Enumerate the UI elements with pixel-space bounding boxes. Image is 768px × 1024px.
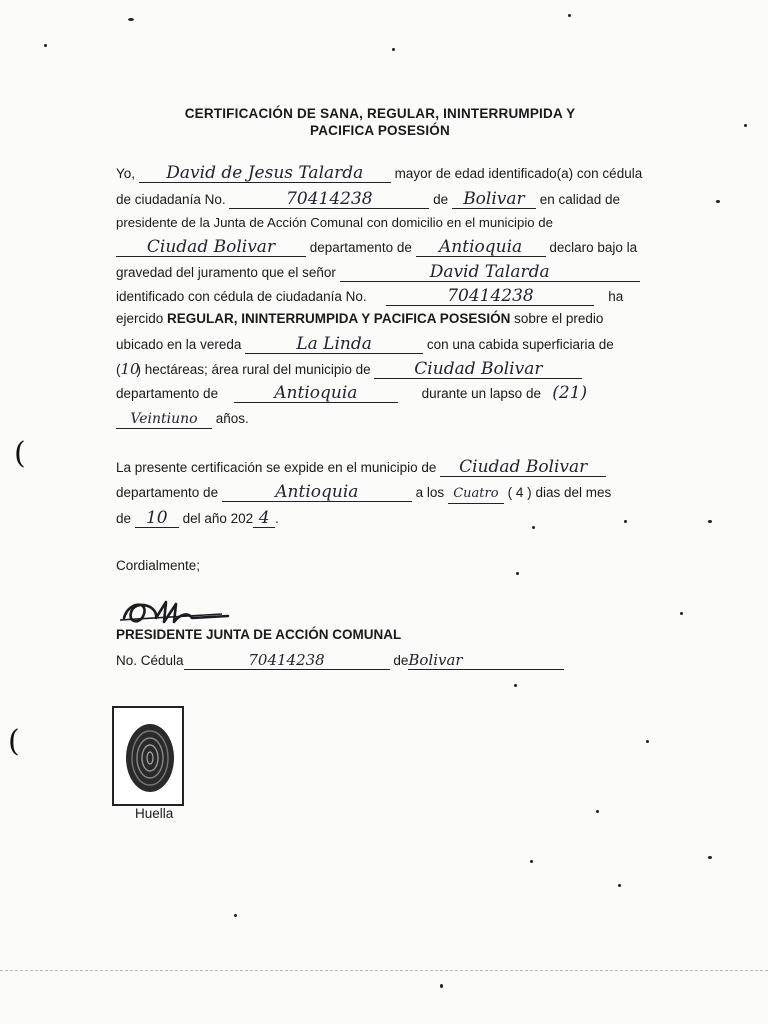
signer-title: PRESIDENTE JUNTA DE ACCIÓN COMUNAL — [116, 627, 402, 642]
body-line-6: identificado con cédula de ciudadanía No. 70414238 ha — [116, 286, 624, 306]
predio-municipio-field: Ciudad Bolivar — [374, 360, 582, 379]
body-line-4: Ciudad Bolivar departamento de Antioquia declaro bajo la — [116, 238, 666, 257]
predio-departamento-field: Antioquia — [234, 384, 398, 403]
scan-edge-line — [0, 970, 768, 971]
issued-municipio-field: Ciudad Bolivar — [440, 458, 606, 477]
scan-speck — [744, 124, 747, 127]
issued-day-words-field: Cuatro — [448, 485, 504, 504]
scan-speck — [646, 740, 649, 743]
scan-speck — [514, 684, 517, 687]
body-line-7: ejercido REGULAR, ININTERRUMPIDA Y PACIFICA POSESIÓN sobre el predio — [116, 311, 604, 326]
fingerprint-image — [114, 708, 182, 804]
fingerprint-box — [112, 706, 184, 806]
scan-speck — [708, 520, 712, 523]
signature-graphic — [118, 596, 238, 630]
issued-line-2: departamento de Antioquia a los Cuatro ( 4 ) dias del mes — [116, 482, 612, 502]
hectares-field: 10 — [120, 360, 140, 378]
issued-departamento-field: Antioquia — [222, 483, 412, 502]
body-line-8: ubicado en la vereda La Linda con una cabida superficiaria de — [116, 334, 614, 354]
scan-speck — [440, 984, 443, 988]
fingerprint-label: Huella — [135, 806, 174, 821]
cordialmente-text: Cordialmente; — [116, 558, 201, 573]
declarant-id-city-field: Bolivar — [452, 190, 536, 209]
scan-speck — [128, 18, 134, 21]
signer-city-field: Bolivar — [408, 651, 564, 670]
signer-id-line: No. Cédula 70414238 deBolivar — [116, 651, 666, 670]
document-title-line-2: PACIFICA POSESIÓN — [310, 123, 450, 138]
years-number-field: (21) — [552, 383, 588, 403]
declarant-id-field: 70414238 — [229, 190, 429, 209]
body-line-9: (10) hectáreas; área rural del municipio de Ciudad Bolivar — [116, 360, 666, 379]
scan-speck — [568, 14, 571, 17]
possessor-name-field: David Talarda — [340, 263, 640, 282]
scan-speck — [716, 200, 720, 203]
domicile-municipio-field: Ciudad Bolivar — [116, 238, 306, 257]
body-line-2: de ciudadanía No. 70414238 de Bolivar en calidad de — [116, 189, 621, 209]
scan-speck — [516, 572, 519, 575]
scan-speck — [680, 612, 683, 615]
scan-speck — [708, 856, 712, 859]
scan-speck — [596, 810, 599, 813]
body-line-10: departamento de Antioquia durante un lapso de (21) — [116, 384, 666, 403]
body-line-5: gravedad del juramento que el señor David Talarda — [116, 263, 666, 282]
scan-speck — [44, 44, 47, 47]
issued-line-1: La presente certificación se expide en el municipio de Ciudad Bolivar — [116, 458, 666, 477]
issued-line-3: de 10 del año 202 4 . — [116, 508, 279, 528]
issued-month-field: 10 — [135, 509, 179, 528]
years-words-field: Veintiuno — [116, 410, 212, 429]
vereda-field: La Linda — [245, 335, 423, 354]
scan-speck — [532, 526, 535, 529]
scan-mark-left-2: ( — [8, 724, 20, 759]
body-line-11: Veintiuno años. — [116, 410, 666, 429]
scan-speck — [624, 520, 627, 523]
signer-id-field: 70414238 — [184, 651, 390, 670]
possessor-id-field: 70414238 — [386, 287, 594, 306]
scan-speck — [530, 860, 533, 863]
domicile-departamento-field: Antioquia — [416, 238, 546, 257]
scan-speck — [234, 914, 237, 917]
document-title-line-1: CERTIFICACIÓN DE SANA, REGULAR, ININTERRUMPIDA Y — [184, 106, 576, 121]
scan-speck — [392, 48, 395, 51]
declarant-name-field: David de Jesus Talarda — [139, 164, 391, 183]
body-line-1: Yo, David de Jesus Talarda mayor de edad identificado(a) con cédula — [116, 163, 643, 183]
scan-mark-left-1: ( — [14, 436, 26, 471]
issued-year-digit-field: 4 — [253, 509, 275, 528]
body-line-3: presidente de la Junta de Acción Comunal con domicilio en el municipio de — [116, 215, 553, 230]
scan-speck — [618, 884, 621, 887]
